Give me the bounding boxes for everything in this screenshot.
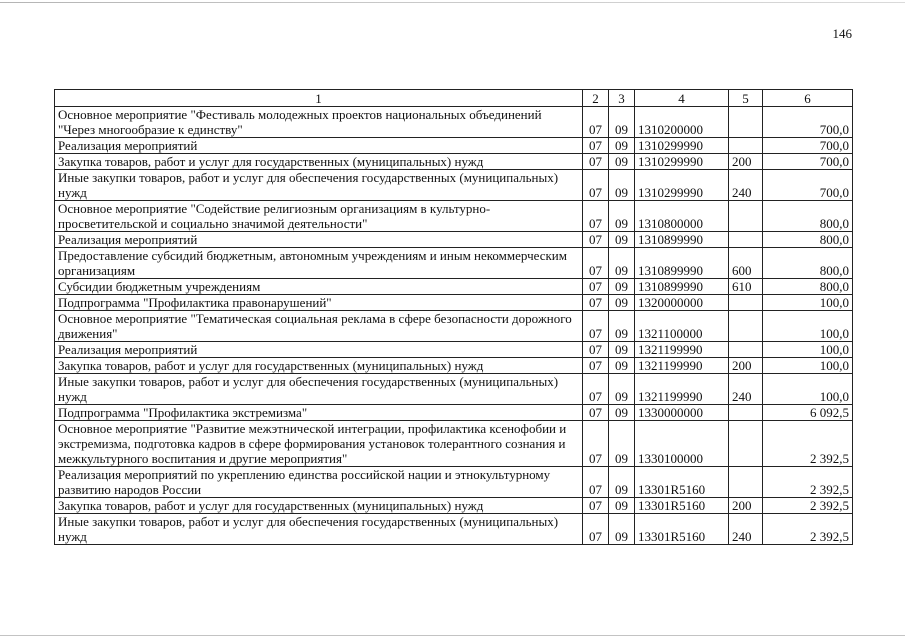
row-name: Закупка товаров, работ и услуг для государственных (муниципальных) нужд [55, 358, 583, 374]
row-amount: 2 392,5 [763, 498, 853, 514]
row-name: Реализация мероприятий [55, 232, 583, 248]
row-section: 07 [583, 342, 609, 358]
row-amount: 800,0 [763, 232, 853, 248]
scan-bottom-edge [0, 635, 905, 636]
row-section: 07 [583, 421, 609, 467]
row-section: 07 [583, 311, 609, 342]
header-row [55, 90, 853, 107]
row-csr: 1321100000 [635, 311, 729, 342]
row-amount: 100,0 [763, 358, 853, 374]
row-csr: 1310899990 [635, 248, 729, 279]
table-row [55, 421, 853, 467]
row-name: Основное мероприятие "Развитие межэтнической интеграции, профилактика ксенофобии и экстремизма, подготовка кадров в сфере формирования установок толерантного сознания и межкультурного воспитания и другие мероприятия" [55, 421, 583, 467]
row-csr: 1330000000 [635, 405, 729, 421]
row-name: Подпрограмма "Профилактика экстремизма" [55, 405, 583, 421]
row-csr: 1310800000 [635, 201, 729, 232]
row-subsection: 09 [609, 405, 635, 421]
row-name: Закупка товаров, работ и услуг для государственных (муниципальных) нужд [55, 498, 583, 514]
row-name: Основное мероприятие "Тематическая социальная реклама в сфере безопасности дорожного движения" [55, 311, 583, 342]
row-name: Подпрограмма "Профилактика правонарушений" [55, 295, 583, 311]
header-col-csr: 4 [635, 90, 729, 107]
row-subsection: 09 [609, 374, 635, 405]
row-vr: 610 [729, 279, 763, 295]
row-section: 07 [583, 295, 609, 311]
table-row [55, 248, 853, 279]
row-vr [729, 201, 763, 232]
row-amount: 2 392,5 [763, 421, 853, 467]
row-subsection: 09 [609, 295, 635, 311]
row-csr: 1321199990 [635, 358, 729, 374]
row-section: 07 [583, 374, 609, 405]
table-row [55, 295, 853, 311]
row-name: Предоставление субсидий бюджетным, автономным учреждениям и иным некоммерческим организациям [55, 248, 583, 279]
row-csr: 1310299990 [635, 170, 729, 201]
row-amount: 100,0 [763, 374, 853, 405]
header-col-amount: 6 [763, 90, 853, 107]
row-name: Иные закупки товаров, работ и услуг для обеспечения государственных (муниципальных) нужд [55, 374, 583, 405]
row-csr: 1310899990 [635, 279, 729, 295]
row-vr: 200 [729, 498, 763, 514]
row-subsection: 09 [609, 138, 635, 154]
row-csr: 1310299990 [635, 154, 729, 170]
row-subsection: 09 [609, 421, 635, 467]
row-csr: 1310200000 [635, 107, 729, 138]
row-csr: 1330100000 [635, 421, 729, 467]
table-row [55, 405, 853, 421]
row-section: 07 [583, 138, 609, 154]
row-vr [729, 467, 763, 498]
row-section: 07 [583, 514, 609, 545]
row-vr: 240 [729, 374, 763, 405]
table-row [55, 201, 853, 232]
row-name: Основное мероприятие "Фестиваль молодежных проектов национальных объединений "Через многообразие к единству" [55, 107, 583, 138]
row-amount: 700,0 [763, 138, 853, 154]
row-vr [729, 138, 763, 154]
row-section: 07 [583, 498, 609, 514]
row-amount: 100,0 [763, 295, 853, 311]
page-number: 146 [832, 26, 852, 41]
table-row [55, 467, 853, 498]
header-col-section: 2 [583, 90, 609, 107]
row-subsection: 09 [609, 311, 635, 342]
row-csr: 1310299990 [635, 138, 729, 154]
row-section: 07 [583, 201, 609, 232]
row-vr: 600 [729, 248, 763, 279]
row-subsection: 09 [609, 170, 635, 201]
row-vr [729, 295, 763, 311]
row-vr [729, 421, 763, 467]
row-vr [729, 232, 763, 248]
row-section: 07 [583, 107, 609, 138]
row-section: 07 [583, 232, 609, 248]
row-vr [729, 405, 763, 421]
row-subsection: 09 [609, 514, 635, 545]
row-name: Иные закупки товаров, работ и услуг для обеспечения государственных (муниципальных) нужд [55, 514, 583, 545]
table-row [55, 279, 853, 295]
header-col-vr: 5 [729, 90, 763, 107]
row-amount: 6 092,5 [763, 405, 853, 421]
row-section: 07 [583, 405, 609, 421]
row-subsection: 09 [609, 248, 635, 279]
row-amount: 100,0 [763, 342, 853, 358]
row-amount: 800,0 [763, 248, 853, 279]
row-name: Закупка товаров, работ и услуг для государственных (муниципальных) нужд [55, 154, 583, 170]
row-amount: 2 392,5 [763, 514, 853, 545]
row-csr: 1321199990 [635, 374, 729, 405]
row-vr: 200 [729, 154, 763, 170]
row-subsection: 09 [609, 279, 635, 295]
row-csr: 13301R5160 [635, 467, 729, 498]
row-name: Реализация мероприятий по укреплению единства российской нации и этнокультурному развитию народов России [55, 467, 583, 498]
row-vr: 240 [729, 514, 763, 545]
row-name: Основное мероприятие "Содействие религиозным организациям в культурно-просветительской и социально значимой деятельности" [55, 201, 583, 232]
row-amount: 700,0 [763, 107, 853, 138]
row-csr: 1310899990 [635, 232, 729, 248]
row-name: Иные закупки товаров, работ и услуг для обеспечения государственных (муниципальных) нужд [55, 170, 583, 201]
table-row [55, 498, 853, 514]
row-subsection: 09 [609, 358, 635, 374]
table-row [55, 154, 853, 170]
row-subsection: 09 [609, 201, 635, 232]
row-amount: 800,0 [763, 279, 853, 295]
row-section: 07 [583, 154, 609, 170]
table-row [55, 138, 853, 154]
row-section: 07 [583, 248, 609, 279]
row-vr [729, 342, 763, 358]
row-csr: 13301R5160 [635, 514, 729, 545]
header-col-subsection: 3 [609, 90, 635, 107]
row-section: 07 [583, 467, 609, 498]
table-row [55, 342, 853, 358]
row-section: 07 [583, 279, 609, 295]
row-vr [729, 311, 763, 342]
row-csr: 1320000000 [635, 295, 729, 311]
budget-table [54, 89, 853, 545]
row-vr: 200 [729, 358, 763, 374]
row-subsection: 09 [609, 498, 635, 514]
row-vr: 240 [729, 170, 763, 201]
header-col-name: 1 [55, 90, 583, 107]
row-subsection: 09 [609, 107, 635, 138]
table-row [55, 358, 853, 374]
table-row [55, 374, 853, 405]
row-amount: 2 392,5 [763, 467, 853, 498]
row-vr [729, 107, 763, 138]
row-section: 07 [583, 358, 609, 374]
row-name: Субсидии бюджетным учреждениям [55, 279, 583, 295]
row-name: Реализация мероприятий [55, 138, 583, 154]
row-amount: 700,0 [763, 154, 853, 170]
row-subsection: 09 [609, 154, 635, 170]
row-name: Реализация мероприятий [55, 342, 583, 358]
table-row [55, 170, 853, 201]
row-section: 07 [583, 170, 609, 201]
row-amount: 700,0 [763, 170, 853, 201]
scan-top-edge [0, 2, 905, 3]
row-amount: 100,0 [763, 311, 853, 342]
row-csr: 13301R5160 [635, 498, 729, 514]
row-subsection: 09 [609, 342, 635, 358]
row-csr: 1321199990 [635, 342, 729, 358]
table-row [55, 232, 853, 248]
table-row [55, 514, 853, 545]
table-row [55, 107, 853, 138]
row-amount: 800,0 [763, 201, 853, 232]
table-row [55, 311, 853, 342]
row-subsection: 09 [609, 467, 635, 498]
row-subsection: 09 [609, 232, 635, 248]
